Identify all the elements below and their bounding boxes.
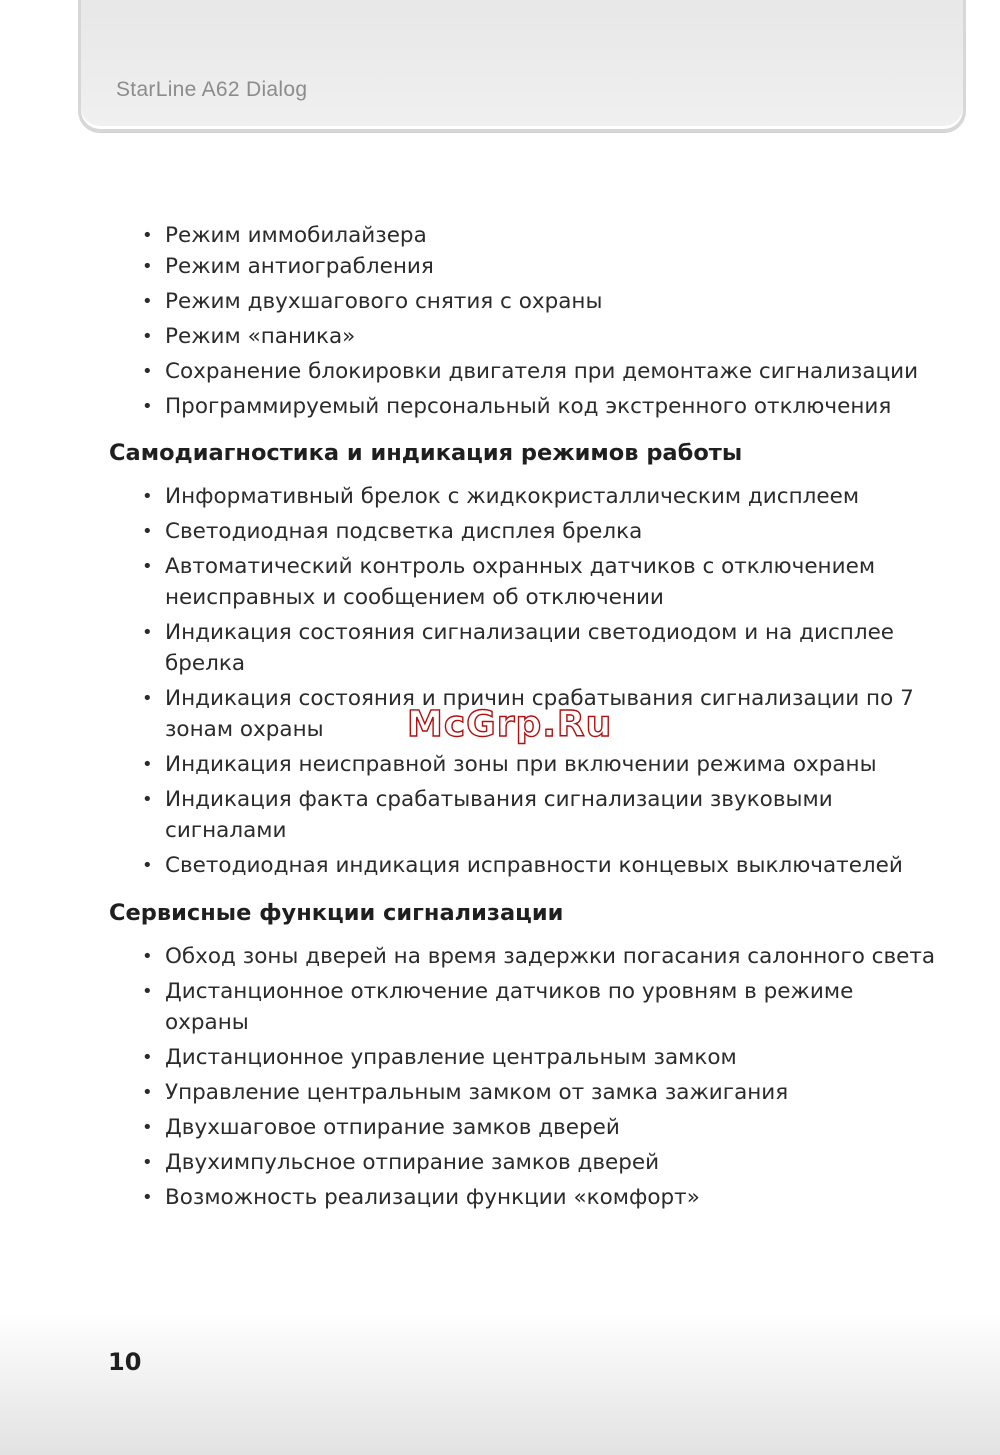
- bullet-icon: •: [142, 256, 153, 277]
- bullet-icon: •: [142, 1187, 153, 1208]
- list-item-text: Режим двухшагового снятия с охраны: [165, 289, 603, 314]
- bullet-icon: •: [142, 855, 153, 876]
- bullet-icon: •: [142, 946, 153, 967]
- document-title: StarLine A62 Dialog: [116, 78, 308, 101]
- list-item-text: Индикация неисправной зоны при включении режима охраны: [165, 752, 877, 777]
- section-heading-service: Сервисные функции сигнализации: [109, 900, 564, 926]
- list-item-text: брелка: [165, 651, 246, 676]
- list-item-text: Сохранение блокировки двигателя при демонтаже сигнализации: [165, 359, 919, 384]
- list-item-text: Обход зоны дверей на время задержки погасания салонного света: [165, 944, 936, 969]
- page-number: 10: [108, 1348, 142, 1376]
- list-item-text: охраны: [165, 1010, 249, 1035]
- list-item: [140, 1112, 935, 1143]
- list-item: [140, 1077, 935, 1108]
- list-item: [140, 516, 914, 547]
- bullet-icon: •: [142, 361, 153, 382]
- list-item-text: Дистанционное управление центральным замком: [165, 1045, 737, 1070]
- list-item-text: сигналами: [165, 818, 287, 843]
- footer-bar: [0, 1310, 1000, 1455]
- list-item-text: Режим «паника»: [165, 324, 356, 349]
- list-item: [140, 220, 918, 251]
- bullet-icon: •: [142, 754, 153, 775]
- list-item: [140, 391, 918, 422]
- list-item: [140, 1147, 935, 1178]
- bullet-icon: •: [142, 688, 153, 709]
- bullet-icon: •: [142, 225, 153, 246]
- list-item: [140, 1182, 935, 1213]
- list-item-text: Двухимпульсное отпирание замков дверей: [165, 1150, 660, 1175]
- list-item: [140, 551, 914, 613]
- bullet-icon: •: [142, 622, 153, 643]
- bullet-icon: •: [142, 291, 153, 312]
- bullet-icon: •: [142, 556, 153, 577]
- bullet-icon: •: [142, 1152, 153, 1173]
- list-item-text: Дистанционное отключение датчиков по уровням в режиме: [165, 979, 854, 1004]
- list-item: [140, 976, 935, 1038]
- list-item-text: Возможность реализации функции «комфорт»: [165, 1185, 700, 1210]
- list-item: [140, 251, 918, 282]
- bullet-icon: •: [142, 486, 153, 507]
- list-item: [140, 286, 918, 317]
- list-item-text: Индикация состояния и причин срабатывания сигнализации по 7: [165, 686, 914, 711]
- list-item: [140, 321, 918, 352]
- list-item: [140, 617, 914, 679]
- feature-list-service: [140, 941, 935, 1217]
- list-item-text: Индикация состояния сигнализации светодиодом и на дисплее: [165, 620, 895, 645]
- list-item: [140, 481, 914, 512]
- list-item-text: Режим антиограбления: [165, 254, 434, 279]
- list-item: [140, 784, 914, 846]
- bullet-icon: •: [142, 396, 153, 417]
- list-item: [140, 850, 914, 881]
- bullet-icon: •: [142, 521, 153, 542]
- bullet-icon: •: [142, 326, 153, 347]
- list-item-text: Автоматический контроль охранных датчиков с отключением: [165, 554, 876, 579]
- feature-list-diagnostics: [140, 481, 914, 885]
- list-item-text: Режим иммобилайзера: [165, 223, 427, 248]
- list-item: [140, 749, 914, 780]
- list-item-text: Индикация факта срабатывания сигнализации звуковыми: [165, 787, 833, 812]
- section-heading-diagnostics: Самодиагностика и индикация режимов работы: [109, 440, 743, 466]
- list-item: [140, 356, 918, 387]
- header-panel: [78, 0, 966, 132]
- bullet-icon: •: [142, 1047, 153, 1068]
- list-item-text: Информативный брелок с жидкокристаллическим дисплеем: [165, 484, 860, 509]
- list-item: [140, 941, 935, 972]
- list-item-text: Программируемый персональный код экстренного отключения: [165, 394, 892, 419]
- list-item: [140, 1042, 935, 1073]
- watermark-text: McGrp.Ru: [407, 704, 613, 745]
- list-item-text: неисправных и сообщением об отключении: [165, 585, 664, 610]
- bullet-icon: •: [142, 1082, 153, 1103]
- bullet-icon: •: [142, 789, 153, 810]
- bullet-icon: •: [142, 981, 153, 1002]
- list-item-text: Светодиодная подсветка дисплея брелка: [165, 519, 643, 544]
- list-item-text: Двухшаговое отпирание замков дверей: [165, 1115, 620, 1140]
- list-item-text: зонам охраны: [165, 717, 324, 742]
- list-item-text: Светодиодная индикация исправности концевых выключателей: [165, 853, 903, 878]
- list-item-text: Управление центральным замком от замка зажигания: [165, 1080, 789, 1105]
- bullet-icon: •: [142, 1117, 153, 1138]
- feature-list-security: [140, 220, 918, 426]
